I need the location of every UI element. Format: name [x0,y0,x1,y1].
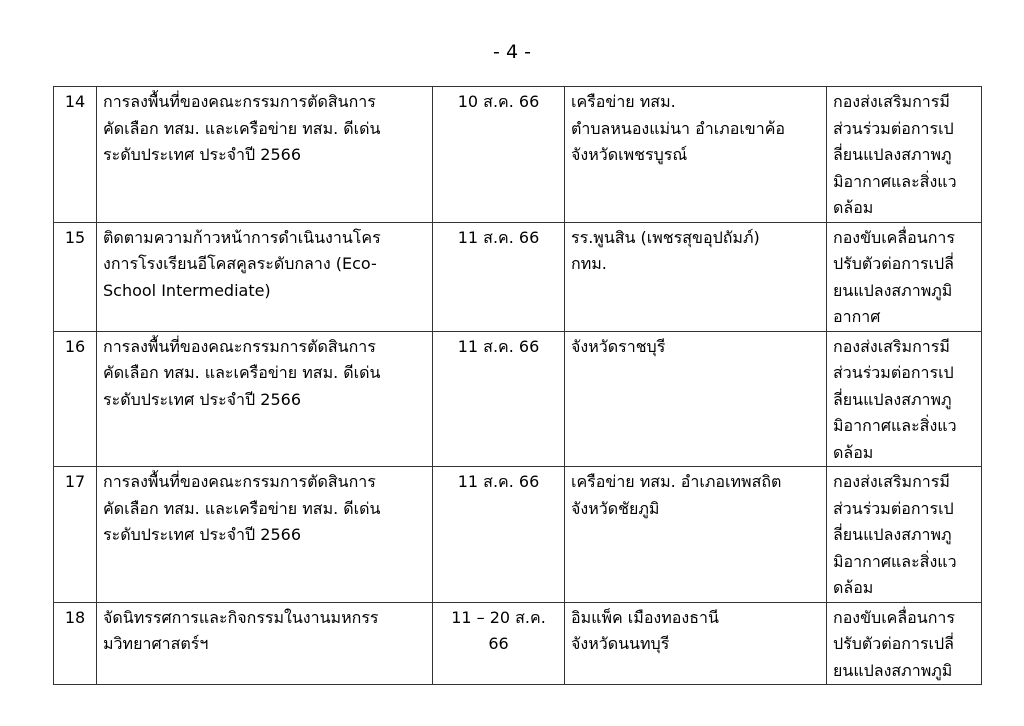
date-cell: 11 ส.ค. 66 [433,467,565,603]
page-number: - 4 - [493,41,531,63]
department-cell: กองขับเคลื่อนการ ปรับตัวต่อการเปลี่ ยนแปลงสภาพภูมิ อากาศ [827,222,982,331]
activity-cell: จัดนิทรรศการและกิจกรรมในงานมหกรร มวิทยาศาสตร์ฯ [97,602,433,685]
department-cell: กองส่งเสริมการมี ส่วนร่วมต่อการเป ลี่ยนแปลงสภาพภู มิอากาศและสิ่งแว ดล้อม [827,331,982,467]
row-number: 16 [54,331,97,467]
date-cell: 11 ส.ค. 66 [433,222,565,331]
place-cell: จังหวัดราชบุรี [565,331,827,467]
activity-cell: การลงพื้นที่ของคณะกรรมการตัดสินการ คัดเลือก ทสม. และเครือข่าย ทสม. ดีเด่น ระดับประเทศ ประจำปี 2566 [97,467,433,603]
place-cell: เครือข่าย ทสม. อำเภอเทพสถิต จังหวัดชัยภูมิ [565,467,827,603]
row-number: 15 [54,222,97,331]
row-number: 18 [54,602,97,685]
place-cell: เครือข่าย ทสม. ตำบลหนองแม่นา อำเภอเขาค้อ จังหวัดเพชรบูรณ์ [565,87,827,223]
row-number: 17 [54,467,97,603]
date-cell: 11 ส.ค. 66 [433,331,565,467]
row-number: 14 [54,87,97,223]
date-cell: 10 ส.ค. 66 [433,87,565,223]
date-cell: 11 – 20 ส.ค. 66 [433,602,565,685]
activity-cell: การลงพื้นที่ของคณะกรรมการตัดสินการ คัดเลือก ทสม. และเครือข่าย ทสม. ดีเด่น ระดับประเทศ ประจำปี 2566 [97,331,433,467]
activity-cell: การลงพื้นที่ของคณะกรรมการตัดสินการ คัดเลือก ทสม. และเครือข่าย ทสม. ดีเด่น ระดับประเทศ ประจำปี 2566 [97,87,433,223]
table-row [54,331,982,467]
department-cell: กองส่งเสริมการมี ส่วนร่วมต่อการเป ลี่ยนแปลงสภาพภู มิอากาศและสิ่งแว ดล้อม [827,87,982,223]
place-cell: อิมแพ็ค เมืองทองธานี จังหวัดนนทบุรี [565,602,827,685]
table-row [54,87,982,223]
table-row [54,222,982,331]
activity-table [53,86,982,685]
activity-cell: ติดตามความก้าวหน้าการดำเนินงานโคร งการโรงเรียนอีโคสคูลระดับกลาง (Eco- School Intermediate) [97,222,433,331]
place-cell: รร.พูนสิน (เพชรสุขอุปถัมภ์) กทม. [565,222,827,331]
department-cell: กองขับเคลื่อนการ ปรับตัวต่อการเปลี่ ยนแปลงสภาพภูมิ [827,602,982,685]
table-row [54,467,982,603]
department-cell: กองส่งเสริมการมี ส่วนร่วมต่อการเป ลี่ยนแปลงสภาพภู มิอากาศและสิ่งแว ดล้อม [827,467,982,603]
table-row [54,602,982,685]
